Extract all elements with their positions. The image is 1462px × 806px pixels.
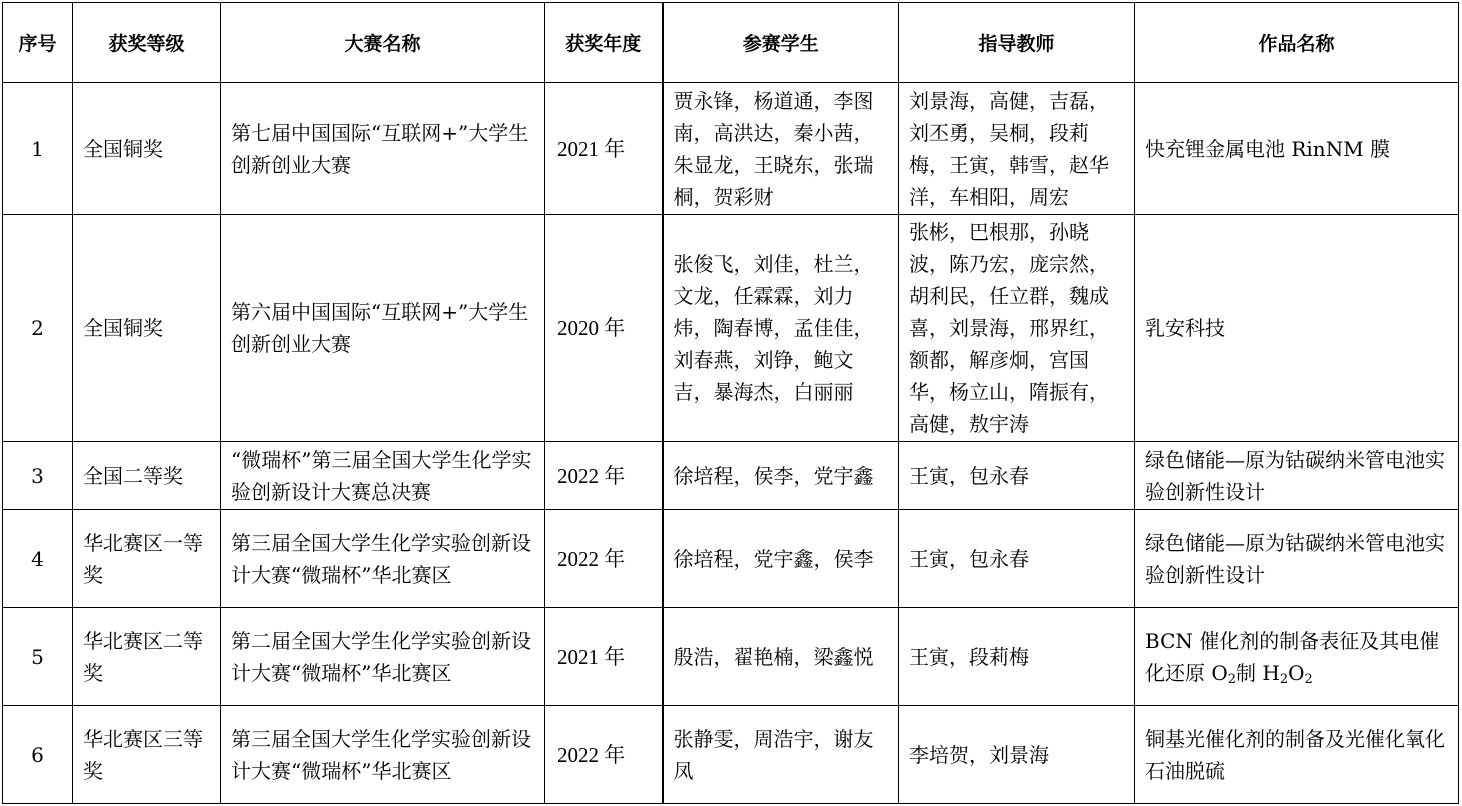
cell-competition: 第七届中国国际“互联网+”大学生创新创业大赛	[221, 83, 545, 215]
cell-work	[1135, 608, 1459, 706]
table-row	[3, 608, 1459, 706]
cell-level: 全国铜奖	[73, 83, 221, 215]
header-row	[3, 3, 1459, 83]
cell-students: 殷浩，翟艳楠，梁鑫悦	[663, 608, 899, 706]
cell-work: 绿色储能—原为钴碳纳米管电池实验创新性设计	[1135, 442, 1459, 510]
cell-students: 徐培程，党宇鑫，侯李	[663, 510, 899, 608]
cell-work: 乳安科技	[1135, 215, 1459, 442]
awards-table	[2, 2, 1459, 804]
cell-year: 2022 年	[545, 442, 663, 510]
work-text: O	[1288, 660, 1305, 685]
cell-teachers: 李培贺，刘景海	[899, 706, 1135, 804]
cell-level: 华北赛区二等奖	[73, 608, 221, 706]
cell-year: 2021 年	[545, 608, 663, 706]
cell-year: 2020 年	[545, 215, 663, 442]
cell-work: 绿色储能—原为钴碳纳米管电池实验创新性设计	[1135, 510, 1459, 608]
cell-level: 华北赛区三等奖	[73, 706, 221, 804]
cell-level: 华北赛区一等奖	[73, 510, 221, 608]
header-year: 获奖年度	[545, 3, 663, 83]
cell-seq: 3	[3, 442, 73, 510]
cell-students: 徐培程，侯李，党宇鑫	[663, 442, 899, 510]
table-row	[3, 510, 1459, 608]
table-row	[3, 83, 1459, 215]
header-teachers: 指导教师	[899, 3, 1135, 83]
cell-year: 2022 年	[545, 510, 663, 608]
cell-students: 张俊飞，刘佳，杜兰，文龙，任霖霖，刘力炜，陶春博，孟佳佳，刘春燕，刘铮，鲍文吉，暴海杰，白丽丽	[663, 215, 899, 442]
cell-seq: 6	[3, 706, 73, 804]
header-seq: 序号	[3, 3, 73, 83]
cell-competition: 第三届全国大学生化学实验创新设计大赛“微瑞杯”华北赛区	[221, 706, 545, 804]
cell-year: 2021 年	[545, 83, 663, 215]
cell-teachers: 张彬，巴根那，孙晓波，陈乃宏，庞宗然，胡利民，任立群，魏成喜，刘景海，邢界红，额都，解彦炯，宫国华，杨立山，隋振有，高健，敖宇涛	[899, 215, 1135, 442]
subscript: 2	[1304, 671, 1313, 687]
header-work: 作品名称	[1135, 3, 1459, 83]
cell-seq: 1	[3, 83, 73, 215]
work-text: 制 H	[1236, 660, 1280, 685]
cell-students: 张静雯，周浩宇，谢友凤	[663, 706, 899, 804]
cell-level: 全国铜奖	[73, 215, 221, 442]
header-competition: 大赛名称	[221, 3, 545, 83]
cell-seq: 2	[3, 215, 73, 442]
cell-year: 2022 年	[545, 706, 663, 804]
cell-competition: 第二届全国大学生化学实验创新设计大赛“微瑞杯”华北赛区	[221, 608, 545, 706]
cell-work: 铜基光催化剂的制备及光催化氧化石油脱硫	[1135, 706, 1459, 804]
subscript: 2	[1279, 671, 1289, 687]
cell-teachers: 刘景海，高健，吉磊，刘丕勇，吴桐，段莉梅，王寅，韩雪，赵华洋，车相阳，周宏	[899, 83, 1135, 215]
cell-teachers: 王寅，包永春	[899, 510, 1135, 608]
cell-teachers: 王寅，段莉梅	[899, 608, 1135, 706]
table-row	[3, 706, 1459, 804]
cell-teachers: 王寅，包永春	[899, 442, 1135, 510]
header-students: 参赛学生	[663, 3, 899, 83]
cell-students: 贾永锋，杨道通，李图南，高洪达，秦小茜，朱显龙，王晓东，张瑞桐，贺彩财	[663, 83, 899, 215]
header-level: 获奖等级	[73, 3, 221, 83]
cell-work: 快充锂金属电池 RinNM 膜	[1135, 83, 1459, 215]
cell-seq: 5	[3, 608, 73, 706]
table-row	[3, 215, 1459, 442]
table-row	[3, 442, 1459, 510]
cell-seq: 4	[3, 510, 73, 608]
cell-competition: 第三届全国大学生化学实验创新设计大赛“微瑞杯”华北赛区	[221, 510, 545, 608]
cell-level: 全国二等奖	[73, 442, 221, 510]
cell-competition: 第六届中国国际“互联网+”大学生创新创业大赛	[221, 215, 545, 442]
cell-competition: “微瑞杯”第三届全国大学生化学实验创新设计大赛总决赛	[221, 442, 545, 510]
subscript: 2	[1227, 671, 1237, 687]
work-text: BCN 催化剂的制备表征及其电催化还原 O	[1145, 628, 1440, 685]
